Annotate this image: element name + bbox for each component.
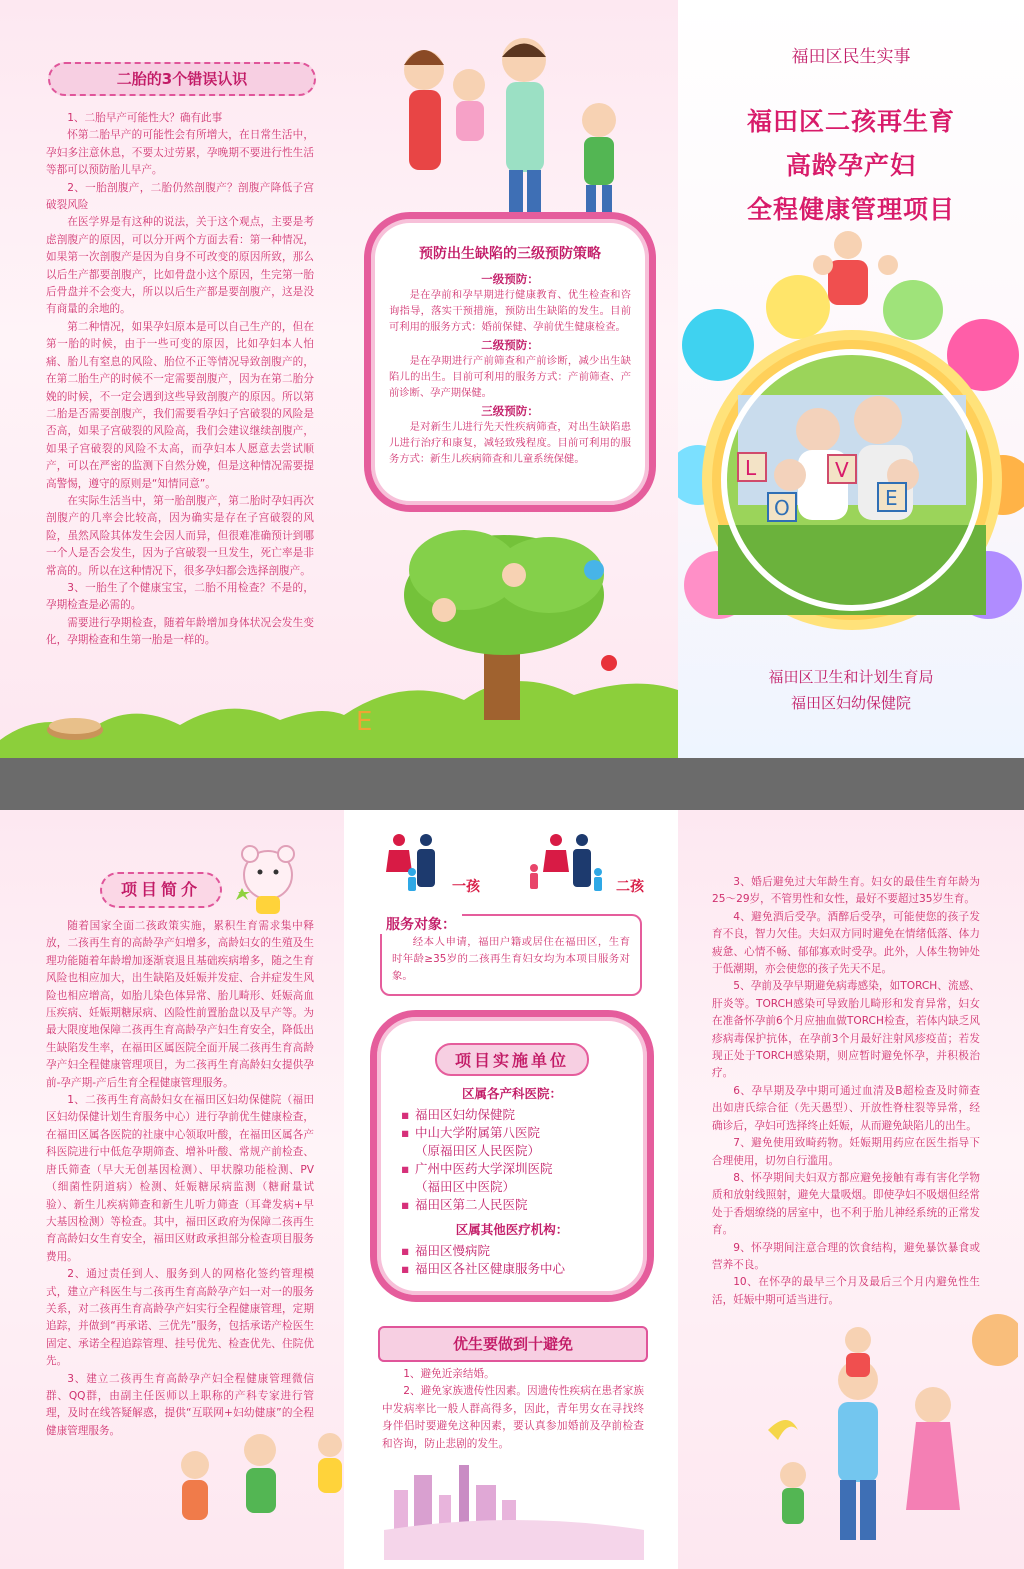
cover-org1: 福田区卫生和计划生育局: [768, 668, 934, 686]
ten-avoid-p1: 2、避免家族遗传性因素。因遗传性疾病在患者家族中发病率比一般人群高得多，因此，青年男女在寻找终身伴侣时要避免这种因素，要认真参加婚前及孕前检查和咨询，防止悲剧的发生。: [382, 1385, 644, 1450]
photo-letter-o: O: [774, 496, 790, 520]
cover-title-line3: 全程健康管理项目: [746, 195, 955, 224]
hospital-2: ▪ 中山大学附属第八医院: [401, 1124, 623, 1142]
intro-p3: 3、建立二孩再生育高龄孕产妇全程健康管理微信群、QQ群，由副主任医师以上职称的产科专家进行管理，及时在线答疑解惑，提供“互联网+妇幼健康”的全程健康管理服务。: [46, 1372, 314, 1437]
one-child-family-icon: [384, 832, 444, 892]
errors-p6: 3、一胎生了个健康宝宝，二胎不用检查？不是的，孕期检查是必需的。: [46, 581, 314, 612]
intro-p1: 1、二孩再生育高龄妇女在福田区妇幼保健院（福田区妇幼保健计划生育服务中心）进行孕前优生健康检查，在福田区属各医院的社康中心领取叶酸，在福田区属各产科医院进行中低危孕期筛查、增补叶酸、常规产前检查、唐氏筛查（早大无创基因检测）、甲状腺功能检测、PV（细菌性阴道病）检测、妊娠糖尿病监测（糖耐量试验）、新生儿疾病筛查和新生儿听力筛查（耳聋发病+早大基因检测）等检查。其中，福田区政府为保障二孩再生育高龄妇女生育安全，福田区财政承担部分检查项目服务费用。: [46, 1094, 314, 1263]
ten-avoid-title-text: 优生要做到十避免: [452, 1335, 573, 1353]
two-child-label: 二孩: [616, 879, 644, 895]
panel-cover: [678, 0, 1024, 758]
panel-right-bottom: [678, 810, 1024, 1569]
right-p4: 7、避免使用致畸药物。妊娠期用药应在医生指导下合理使用，切勿自行滥用。: [712, 1137, 980, 1167]
two-child-family-icon: [526, 832, 606, 892]
prevention-level2-text: 是在孕期进行产前筛查和产前诊断，减少出生缺陷儿的出生。目前可利用的服务方式：产前筛查、产前诊断、孕产期保健。: [389, 355, 631, 399]
errors-p7: 需要进行孕期检查，随着年龄增加身体状况会发生变化，孕期检查和生第一胎是一样的。: [46, 616, 314, 647]
intro-title: [100, 872, 222, 908]
hospital-3-note: （福田区中医院）: [415, 1179, 516, 1194]
units-box: [370, 1010, 654, 1302]
errors-p3: 在医学界是有这种的说法，关于这个观点，主要是考虑剖腹产的原因，可以分开两个方面去看：第一种情况，如果第一次剖腹产是因为自身不可改变的原因所致，那么以后生产都要剖腹产，比如骨盘小这个原因，生完第一胎后骨盘并不会变大，所以以后生产都是要剖腹产，这是没有商量的余地的。: [46, 216, 314, 316]
ten-avoid-body: [382, 1366, 644, 1453]
right-p2: 5、孕前及孕早期避免病毒感染，如TORCH、流感、肝炎等。TORCH感染可导致胎儿畸形和发育异常，妇女在准备怀孕前6个月应抽血做TORCH检查，若体内缺乏风疹病毒保护抗体，在孕前3个月最好注射风疹疫苗；若发现正处于TORCH感染期，则应暂时避免怀孕，并积极治疗。: [712, 980, 980, 1080]
tree-illustration: [344, 515, 678, 758]
intro-p2: 2、通过责任到人、服务到人的网格化签约管理模式，建立产科医生与二孩再生育高龄孕产妇一对一的服务关系，对二孩再生育高龄孕产妇实行全程健康管理，定期追踪，并做到“再承诺、三优先”服务，包括承诺产检医生固定、承诺全程追踪管理、挂号优先、检查优先、住院优先。: [46, 1268, 314, 1368]
prevention-box: [364, 212, 656, 512]
grass-illustration: [0, 690, 344, 758]
city-skyline-illustration: [384, 1450, 644, 1560]
cover-org2: 福田区妇幼保健院: [790, 694, 911, 712]
panel-left-bottom: [0, 810, 344, 1569]
hospital-3: ▪ 广州中医药大学深圳医院: [401, 1160, 623, 1178]
svg-text:E: E: [356, 707, 373, 737]
ten-avoid-p0: 1、避免近亲结婚。: [403, 1368, 495, 1380]
hospital-2-note: （原福田区人民医院）: [415, 1143, 541, 1158]
errors-p4: 第二种情况，如果孕妇原本是可以自己生产的，但在第一胎的时候，由于一些可变的原因，比如孕妇本人怕痛、胎儿有窒息的风险、胎位不正等情况导致剖腹产的，在第二胎生产的时候不一定需要剖腹产，因为在第二胎分娩的时候，不一定会遇到这些导致剖腹产的原因。所以第二胎是否需要剖腹产，我们需要看孕妇子宫破裂的风险是否高，如果子宫破裂的风险高，我们会建议继续剖腹产，如果子宫破裂的风险不太高，而孕妇本人愿意去尝试顺产，可以在严密的监测下自然分娩，但是这种情况需要提高警惕，遵守的原则是“知情同意”。: [46, 320, 314, 490]
one-child-label: 一孩: [452, 879, 480, 895]
right-p0: 3、婚后避免过大年龄生育。妇女的最佳生育年龄为25～29岁，不管男性和女性，最好不要超过35岁生育。: [712, 876, 980, 906]
panel-left-top: [0, 0, 344, 758]
prevention-level1-name: 一级预防：: [481, 272, 539, 286]
intro-p0: 随着国家全面二孩政策实施，累积生育需求集中释放，二孩再生育的高龄孕产妇增多，高龄妇女的生殖及生理功能随着年龄增加逐渐衰退且基础疾病增多，随之生育风险也相应加大，出生缺陷及妊娠并发症、合并症发生风险也相应增高，如胎儿染色体异常、胎儿畸形、妊娠高血压疾病、妊娠期糖尿病、凶险性前置胎盘以及早产等。为最大限度地保障二孩再生育高龄孕产妇生育安全，降低出生缺陷发生率，在福田区属医院全面开展二孩再生育高龄孕产妇全程健康管理项目，为二孩再生育高龄妇女提供孕前-孕产期-产后生育全程健康管理服务。: [46, 920, 314, 1089]
units-group2: 区属其他医疗机构：: [455, 1222, 569, 1237]
right-p1: 4、避免酒后受孕。酒醉后受孕，可能使您的孩子发育不良，智力欠佳。夫妇双方同时避免在情绪低落、体力疲惫、心情不畅、郁郁寡欢时受孕。此外，人体生物钟处于低潮期，亦会使您的孩子先天不足。: [712, 910, 980, 976]
units-title: 项目实施单位: [435, 1043, 589, 1076]
page-divider: [0, 758, 1024, 810]
prevention-level2-name: 二级预防：: [481, 338, 539, 352]
intro-body: [46, 918, 314, 1440]
errors-body: [46, 110, 314, 650]
other-1: ▪ 福田区慢病院: [401, 1242, 623, 1260]
love-family-photo: [678, 225, 1024, 645]
prevention-title: 预防出生缺陷的三级预防策略: [419, 246, 601, 262]
hospital-1: ▪ 福田区妇幼保健院: [401, 1106, 623, 1124]
errors-p5: 在实际生活当中，第一胎剖腹产，第二胎时孕妇再次剖腹产的几率会比较高，因为确实是存在子宫破裂的风险，虽然风险其体发生会因人而异，但很难准确预计到哪一个人是否会发生，因为子宫破裂一旦发生，死亡率是非常高的。所以在这种情况下，很多孕妇都会选择剖腹产。: [46, 494, 314, 577]
right-p6: 9、怀孕期间注意合理的饮食结构，避免暴饮暴食或营养不良。: [712, 1241, 980, 1271]
photo-letter-e: E: [885, 486, 898, 510]
service-title: 服务对象：: [380, 914, 462, 934]
cover-orgs: [678, 664, 1024, 716]
service-text: 经本人申请，福田户籍或居住在福田区，生育时年龄≥35岁的二孩再生育妇女均为本项目服务对象。: [392, 936, 630, 982]
cover-title-line1: 福田区二孩再生育: [746, 107, 955, 136]
panel-middle-bottom: [344, 810, 678, 1569]
right-p3: 6、孕早期及孕中期可通过血清及B超检查及时筛查出如唐氏综合征（先天愚型）、开放性脊柱裂等异常，经确诊后，孕妇可选择终止妊娠，从而避免缺陷儿的出生。: [712, 1084, 980, 1132]
hospital-4: ▪ 福田区第二人民医院: [401, 1196, 623, 1214]
other-2: ▪ 福田区各社区健康服务中心: [401, 1260, 623, 1278]
units-title-wrap: [401, 1043, 623, 1076]
errors-title-text: 二胎的3个错误认识: [116, 70, 248, 88]
errors-p2: 2、一胎剖腹产，二胎仍然剖腹产？剖腹产降低子宫破裂风险: [46, 181, 314, 212]
prevention-level1-text: 是在孕前和孕早期进行健康教育、优生检查和咨询指导，落实干预措施，预防出生缺陷的发生。目前可利用的服务方式：婚前保健、孕前优生健康检查。: [389, 289, 631, 333]
right-p7: 10、在怀孕的最早三个月及最后三个月内避免性生活，妊娠中期可适当进行。: [712, 1276, 980, 1306]
photo-letter-l: L: [745, 456, 757, 480]
errors-p0: 1、二胎早产可能性大？确有此事: [67, 112, 223, 124]
prevention-level3-text: 是对新生儿进行先天性疾病筛查，对出生缺陷患儿进行治疗和康复，减轻致残程度。目前可利用的服务方式：新生儿疾病筛查和儿童系统保健。: [389, 421, 631, 465]
right-p5: 8、怀孕期间夫妇双方都应避免接触有毒有害化学物质和放射线照射，避免大量吸烟。即使孕妇不吸烟但经常处于香烟缭绕的居室中，也不利于胎儿神经系统的正常发育。: [712, 1171, 980, 1237]
prevention-level3-name: 三级预防：: [481, 404, 539, 418]
units-group1: 区属各产科医院：: [461, 1086, 562, 1101]
right-body: [712, 874, 980, 1309]
photo-letter-v: V: [835, 458, 849, 482]
panel-middle-top: [344, 0, 678, 758]
cover-top-label: 福田区民生实事: [791, 47, 911, 67]
cover-title: [678, 100, 1024, 232]
family-illustration: [394, 35, 634, 220]
errors-title: [48, 62, 316, 96]
intro-title-text: 项目简介: [120, 880, 201, 899]
cover-title-line2: 高龄孕产妇: [785, 151, 916, 180]
ten-avoid-title: [378, 1326, 648, 1362]
errors-p1: 怀第二胎早产的可能性会有所增大，在日常生活中，孕妇多注意休息，不要太过劳累，孕晚期不要进行性生活等都可以预防胎儿早产。: [46, 129, 314, 177]
running-family-illustration: [170, 1430, 344, 1560]
service-box: [380, 914, 642, 996]
bear-icon: [228, 840, 308, 920]
happy-family-illustration: [748, 1310, 1018, 1560]
